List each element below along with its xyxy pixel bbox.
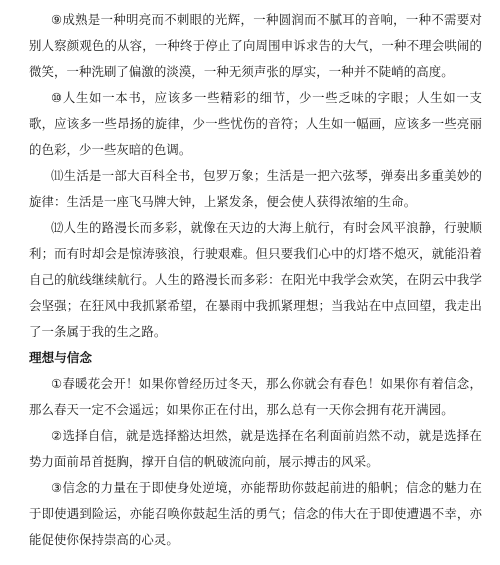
section-heading: 理想与信念: [29, 350, 92, 365]
section-paragraph-3: ③信念的力量在于即使身处逆境，亦能帮助你鼓起前进的船帆；信念的魅力在于即使遇到险运，亦能召唤你鼓起生活的勇气；信念的伟大在于即使遭遇不幸，亦能促使你保持崇高的心灵。: [29, 480, 482, 547]
paragraph-9: ⑨成熟是一种明亮而不刺眼的光辉，一种圆润而不腻耳的音响，一种不需要对别人察颜观色的从容，一种终于停止了向周围申诉求告的大气，一种不理会哄闹的微笑，一种洗刷了偏激的淡漠，一种无须声张的厚实，一种并不陡峭的高度。: [29, 12, 482, 79]
section-paragraph-1: ①春暖花会开！如果你曾经历过冬天，那么你就会有春色！如果你有着信念，那么春天一定不会遥远；如果你正在付出，那么总有一天你会拥有花开满园。: [29, 376, 482, 417]
paragraph-10: ⑩人生如一本书，应该多一些精彩的细节，少一些乏味的字眼；人生如一支歌，应该多一些昂扬的旋律，少一些忧伤的音符；人生如一幅画，应该多一些亮丽的色彩，少一些灰暗的色调。: [29, 90, 482, 157]
section-paragraph-2: ②选择自信，就是选择豁达坦然，就是选择在名利面前岿然不动，就是选择在势力面前昂首挺胸，撑开自信的帆破流向前，展示搏击的风采。: [29, 428, 482, 469]
paragraph-12: ⑿人生的路漫长而多彩，就像在天边的大海上航行，有时会风平浪静，行驶顺利；而有时却会是惊涛骇浪，行驶艰难。但只要我们心中的灯塔不熄灭，就能沿着自己的航线继续航行。人生的路漫长而多彩：在阳光中我学会欢笑，在阴云中我学会坚强；在狂风中我抓紧希望，在暴雨中我抓紧理想；当我站在中点回望，我走出了一条属于我的生之路。: [29, 220, 482, 339]
paragraph-11: ⑾生活是一部大百科全书，包罗万象；生活是一把六弦琴，弹奏出多重美妙的旋律：生活是一座飞马牌大钟，上紧发条，便会使人获得浓缩的生命。: [29, 168, 482, 209]
